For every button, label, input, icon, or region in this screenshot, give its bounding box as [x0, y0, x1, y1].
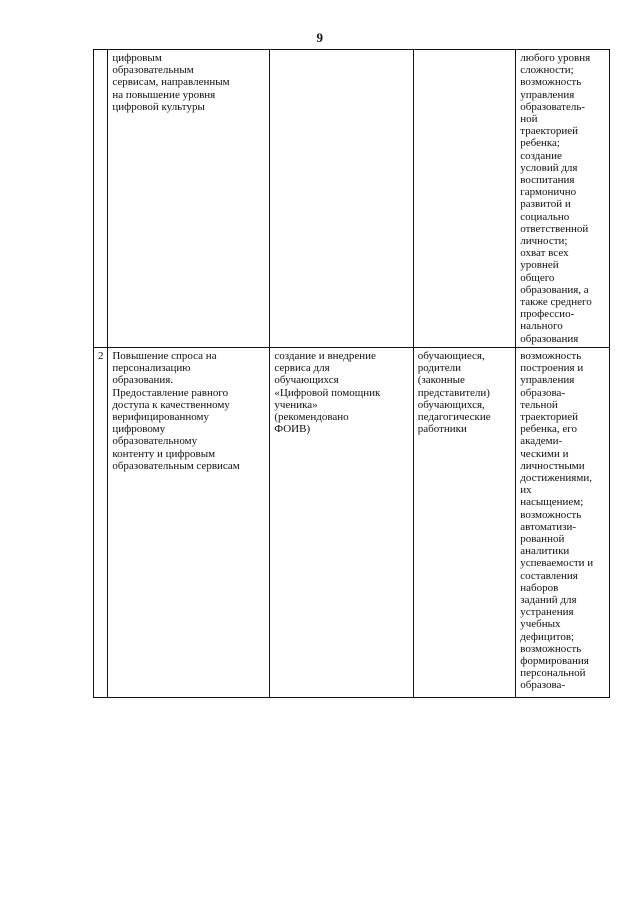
cell-line: формирования: [520, 655, 589, 668]
cell-line: ребенка, его: [520, 423, 578, 436]
cell-line: профессио-: [520, 308, 575, 321]
cell-line: верифицированному: [112, 411, 209, 424]
cell-line: доступа к качественному: [112, 398, 230, 411]
cell-line: развитой и: [520, 198, 571, 211]
result-cell: [516, 348, 610, 698]
cell-line: (законные: [417, 374, 465, 387]
cell-line: насыщением;: [520, 496, 584, 509]
cell-line: управления: [520, 88, 575, 101]
description-cell: [108, 50, 270, 348]
cell-line: родители: [417, 362, 461, 375]
cell-line: образования: [520, 332, 579, 345]
row-number-cell: 2: [94, 348, 108, 698]
cell-line: ческими и: [520, 447, 569, 460]
target-group-cell: [413, 50, 516, 348]
cell-line: образова-: [520, 386, 566, 399]
cell-line: образовательному: [112, 435, 198, 448]
cell-line: дефицитов;: [520, 630, 575, 643]
measure-cell: [270, 50, 413, 348]
cell-line: аналитики: [520, 545, 570, 558]
cell-line: любого уровня: [520, 52, 591, 64]
cell-line: «Цифровой помощник: [274, 386, 381, 399]
cell-line: условий для: [520, 161, 578, 174]
cell-line: построения и: [520, 362, 584, 375]
cell-line: траекторией: [520, 411, 578, 424]
cell-line: академи-: [520, 435, 563, 448]
cell-line: ученика»: [274, 398, 318, 411]
cell-line: Повышение спроса на: [112, 350, 217, 362]
cell-line: персональной: [520, 667, 586, 680]
cell-line: устранения: [520, 606, 574, 619]
cell-line: охват всех: [520, 247, 569, 260]
cell-line: наборов: [520, 581, 559, 594]
cell-line: личностными: [520, 459, 585, 472]
cell-line: возможность: [520, 76, 582, 89]
cell-line: сервисам, направленным: [112, 76, 230, 89]
cell-line: педагогические: [417, 411, 491, 424]
cell-line: управления: [520, 374, 575, 387]
table-row-2: [94, 348, 610, 698]
measures-table: [93, 49, 610, 698]
cell-line: сервиса для: [274, 362, 330, 375]
cell-line: уровней: [520, 259, 559, 272]
cell-line: создание и внедрение: [274, 350, 376, 362]
cell-line: цифровой культуры: [112, 100, 205, 113]
cell-line: нального: [520, 320, 563, 333]
cell-line: ответственной: [520, 222, 589, 235]
measure-cell: [270, 348, 413, 698]
cell-line: образовательным: [112, 64, 194, 77]
cell-line: учебных: [520, 618, 561, 631]
cell-line: на повышение уровня: [112, 88, 216, 101]
cell-line: траекторией: [520, 125, 578, 138]
cell-line: составления: [520, 569, 578, 582]
cell-line: ФОИВ): [274, 423, 311, 436]
cell-line: образова-: [520, 679, 566, 692]
cell-line: достижениями,: [520, 472, 592, 485]
cell-line: образовательным сервисам: [112, 459, 240, 472]
cell-line: успеваемости и: [520, 557, 594, 570]
cell-line: ребенка;: [520, 137, 560, 150]
cell-line: личности;: [520, 235, 568, 248]
cell-line: образования.: [112, 374, 174, 387]
cell-line: Предоставление равного: [112, 386, 229, 399]
cell-line: цифровым: [112, 52, 162, 64]
cell-line: возможность: [520, 350, 582, 362]
cell-line: обучающихся: [274, 374, 339, 387]
cell-line: сложности;: [520, 64, 574, 77]
row-number-cell: [94, 50, 108, 348]
description-cell: [108, 348, 270, 698]
page-number: 9: [316, 30, 324, 45]
cell-line: ной: [520, 113, 538, 126]
cell-line: заданий для: [520, 594, 577, 607]
cell-line: общего: [520, 271, 555, 284]
cell-line: социально: [520, 210, 570, 223]
cell-line: работники: [417, 423, 467, 436]
cell-line: их: [520, 484, 532, 497]
cell-line: рованной: [520, 533, 565, 546]
cell-line: обучающиеся,: [417, 350, 485, 362]
cell-line: представители): [417, 386, 490, 399]
cell-line: персонализацию: [112, 362, 191, 375]
cell-line: (рекомендовано: [274, 411, 349, 424]
cell-line: контенту и цифровым: [112, 447, 216, 460]
cell-line: обучающихся,: [417, 398, 485, 411]
cell-line: воспитания: [520, 174, 575, 187]
cell-line: автоматизи-: [520, 520, 577, 533]
target-group-cell: [413, 348, 516, 698]
cell-line: цифровому: [112, 423, 166, 436]
cell-line: образования, а: [520, 283, 589, 296]
cell-line: образователь-: [520, 100, 586, 113]
cell-line: также среднего: [520, 296, 592, 309]
result-cell: [516, 50, 610, 348]
cell-line: возможность: [520, 642, 582, 655]
cell-line: возможность: [520, 508, 582, 521]
table-row-continuation: [94, 50, 610, 348]
cell-line: создание: [520, 149, 562, 162]
cell-line: гармонично: [520, 186, 577, 199]
cell-line: тельной: [520, 398, 558, 411]
